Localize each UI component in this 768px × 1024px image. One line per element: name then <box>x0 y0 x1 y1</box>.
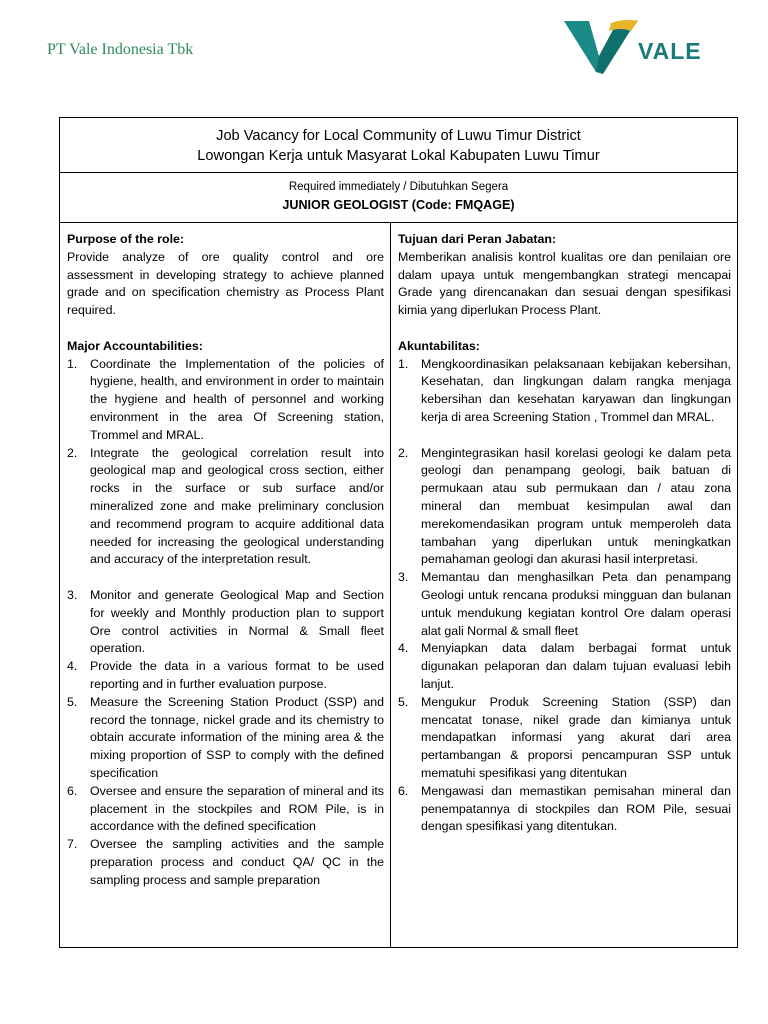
requirement-section <box>60 173 737 223</box>
list-text: Provide the data in a various format to be used reporting and in further evaluation purpose. <box>90 659 384 691</box>
vale-logo <box>563 18 713 76</box>
list-number: 2. <box>67 445 78 460</box>
akuntabilitas-heading: Akuntabilitas: <box>398 338 480 353</box>
list-number: 5. <box>398 694 409 709</box>
title-english: Job Vacancy for Local Community of Luwu Timur District <box>216 128 581 144</box>
english-column <box>67 231 384 889</box>
list-item <box>67 658 384 694</box>
list-item <box>398 694 731 783</box>
accountabilities-heading: Major Accountabilities: <box>67 338 203 353</box>
column-divider <box>390 223 391 947</box>
list-item <box>67 783 384 836</box>
logo-wordmark: VALE <box>638 38 702 64</box>
list-text: Mengawasi dan memastikan pemisahan mineral dan penempatannya di stockpiles dan ROM Pile, sesuai dengan spesifikasi yang ditentukan. <box>421 783 731 834</box>
list-item <box>398 640 731 693</box>
list-item <box>398 445 731 570</box>
list-text: Measure the Screening Station Product (SSP) and record the tonnage, nickel grade and its chemistry to obtain accurate information of the mining area & the mixing proportion of SSP to comply with the defined specification <box>90 694 384 780</box>
purpose-text: Provide analyze of ore quality control and ore assessment in developing strategy to achieve planned grade and on specification chemistry as Process Plant required. <box>67 249 384 318</box>
akuntabilitas-list <box>398 356 731 837</box>
list-text: Memantau dan menghasilkan Peta dan penampang Geologi untuk rencana produksi mingguan dan bulanan untuk mendukung kegiatan kontrol Ore dalam operasi alat gali Normal & small fleet <box>421 570 731 638</box>
list-text: Oversee the sampling activities and the sample preparation process and conduct QA/ QC in the sampling process and sample preparation <box>90 837 384 887</box>
position-title: JUNIOR GEOLOGIST (Code: FMQAGE) <box>282 198 515 212</box>
required-line: Required immediately / Dibutuhkan Segera <box>288 181 509 193</box>
list-number: 4. <box>67 659 78 674</box>
list-item <box>67 587 384 658</box>
title-section <box>60 118 737 173</box>
accountabilities-list <box>67 356 384 890</box>
list-number: 3. <box>67 587 78 602</box>
list-item <box>398 783 731 836</box>
list-item <box>67 694 384 783</box>
content-columns <box>60 223 737 947</box>
list-text: Menyiapkan data dalam berbagai format untuk digunakan pelaporan dan dalam tujuan evaluasi lebih lanjut. <box>421 641 731 691</box>
list-item <box>67 445 384 570</box>
company-name: PT Vale Indonesia Tbk <box>47 41 194 58</box>
list-text: Mengintegrasikan hasil korelasi geologi ke dalam peta geologi dan penampang geologi, baik batuan di permukaan atau sub permukaan dan / atau zona mineral dan membuat kesimpulan awal dan merekomendasikan program untuk memperoleh data tambahan yang diperlukan untuk meningkatkan pemahaman geologi dan akurasi hasil interpretasi. <box>421 445 731 567</box>
title-indonesian: Lowongan Kerja untuk Masyarat Lokal Kabupaten Luwu Timur <box>197 148 600 164</box>
list-number: 7. <box>67 837 78 852</box>
list-text: Monitor and generate Geological Map and Section for weekly and Monthly production plan to support Ore control activities in Normal & Small fleet operation. <box>90 587 384 656</box>
list-number: 3. <box>398 570 409 585</box>
purpose-heading: Purpose of the role: <box>67 232 185 246</box>
list-item <box>67 356 384 445</box>
list-number: 6. <box>67 783 78 798</box>
list-number: 2. <box>398 445 409 460</box>
list-text: Oversee and ensure the separation of mineral and its placement in the stockpiles and ROM Pile, is in accordance with the defined specification <box>90 783 384 834</box>
list-text: Integrate the geological correlation result into geological map and geological cross section, either rocks in the surface or sub surface and/or mineralized zone and make preliminary conclusion and recommend program to acquire additional data needed for increasing the geological understanding and accuracy of the interpretation result. <box>90 445 384 567</box>
tujuan-text: Memberikan analisis kontrol kualitas ore dan penilaian ore dalam upaya untuk mengembangkan strategi mencapai Grade yang direncanakan dan sesuai dengan spesifikasi kimia yang diperlukan Process Plant. <box>398 249 731 318</box>
list-text: Coordinate the Implementation of the policies of hygiene, health, and environment in order to maintain the hygiene and health of personnel and working environment in the area Of Screening station, Trommel and MRAL. <box>90 356 384 442</box>
list-item <box>67 836 384 889</box>
vale-logo-icon <box>563 18 639 76</box>
vacancy-table <box>59 117 738 948</box>
list-number: 1. <box>67 356 78 371</box>
list-text: Mengukur Produk Screening Station (SSP) dan mencatat tonase, nikel grade dan kimianya untuk mendapatkan informasi yang akurat dari area pertambangan & proporsi pencampuran SSP untuk mematuhi spesifikasi yang ditentukan <box>421 694 731 780</box>
list-number: 5. <box>67 694 78 709</box>
list-text: Mengkoordinasikan pelaksanaan kebijakan kebersihan, Kesehatan, dan lingkungan dalam rangka menjaga kebersihan dan kesehatan karyawan dan lingkungan kerja di area Screening Station , Trommel dan MRAL. <box>421 356 731 424</box>
list-number: 4. <box>398 641 409 656</box>
list-number: 1. <box>398 356 409 371</box>
list-item <box>398 356 731 427</box>
list-number: 6. <box>398 783 409 798</box>
list-item <box>398 569 731 640</box>
indonesian-column <box>398 231 731 836</box>
tujuan-heading: Tujuan dari Peran Jabatan: <box>398 232 557 246</box>
